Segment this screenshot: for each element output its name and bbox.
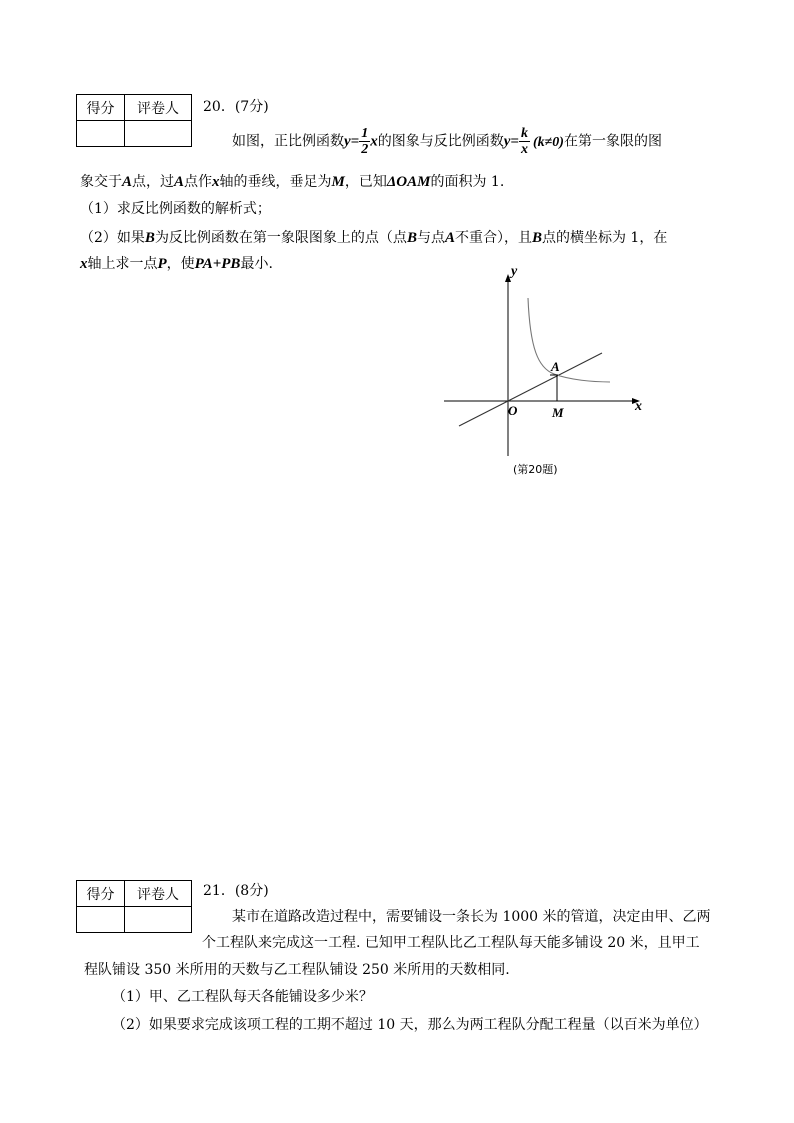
question-points: (8分) — [234, 883, 269, 899]
proportional-line — [459, 353, 602, 426]
q21-line-5: （2）如果要求完成该项工程的工期不超过 10 天，那么为两工程队分配工程量（以百米为单位） — [112, 1017, 708, 1033]
q21-line-4: （1）甲、乙工程队每天各能铺设多少米？ — [112, 989, 373, 1005]
q20-line-4: （2）如果B为反比例函数在第一象限图象上的点（点B与点A不重合），且B点的横坐标为 1，在 — [80, 230, 668, 246]
score-header: 得分 — [77, 95, 125, 121]
q20-heading — [203, 96, 269, 116]
grader-header: 评卷人 — [125, 881, 192, 907]
fraction-k-over-x: $\frac{k}{x}$ — [520, 126, 528, 157]
q21-line-2: 个工程队来完成这一工程. 已知甲工程队比乙工程队每天能多铺设 20 米，且甲工 — [202, 935, 700, 951]
fraction-one-half: $\frac{1}{2}$ — [361, 126, 369, 157]
question-points: (7分) — [234, 99, 269, 115]
label-a: A — [551, 359, 560, 374]
score-cell — [77, 907, 125, 933]
q21-line-3: 程队铺设 350 米所用的天数与乙工程队铺设 250 米所用的天数相同. — [84, 962, 510, 978]
figure-caption: (第20题) — [513, 463, 558, 476]
question-number: 21． — [203, 883, 235, 899]
score-cell — [77, 121, 125, 147]
label-y: y — [511, 264, 518, 279]
label-x: x — [635, 399, 642, 414]
q20-line-5: x轴上求一点P，使PA+PB最小. — [80, 256, 273, 272]
grader-header: 评卷人 — [125, 95, 192, 121]
grader-cell — [125, 907, 192, 933]
q20-score-table — [76, 94, 192, 147]
q20-line-3: （1）求反比例函数的解析式； — [80, 201, 271, 217]
q21-score-table — [76, 880, 192, 933]
q21-heading — [203, 880, 269, 900]
q21-line-1: 某市在道路改造过程中，需要铺设一条长为 1000 米的管道，决定由甲、乙两 — [232, 909, 711, 925]
score-header: 得分 — [77, 881, 125, 907]
q20-line-2: 象交于A点，过A点作x轴的垂线，垂足为M，已知ΔOAM的面积为 1. — [80, 174, 505, 190]
question-number: 20． — [203, 99, 235, 115]
grader-cell — [125, 121, 192, 147]
q20-figure — [438, 258, 658, 483]
label-o: O — [508, 403, 518, 418]
label-m: M — [552, 405, 564, 420]
q20-line-1: 如图，正比例函数y= $\frac{1}{2}$ x的图象与反比例函数y= $\frac{k}{x}$ (k≠0)在第一象限的图 — [232, 126, 662, 157]
